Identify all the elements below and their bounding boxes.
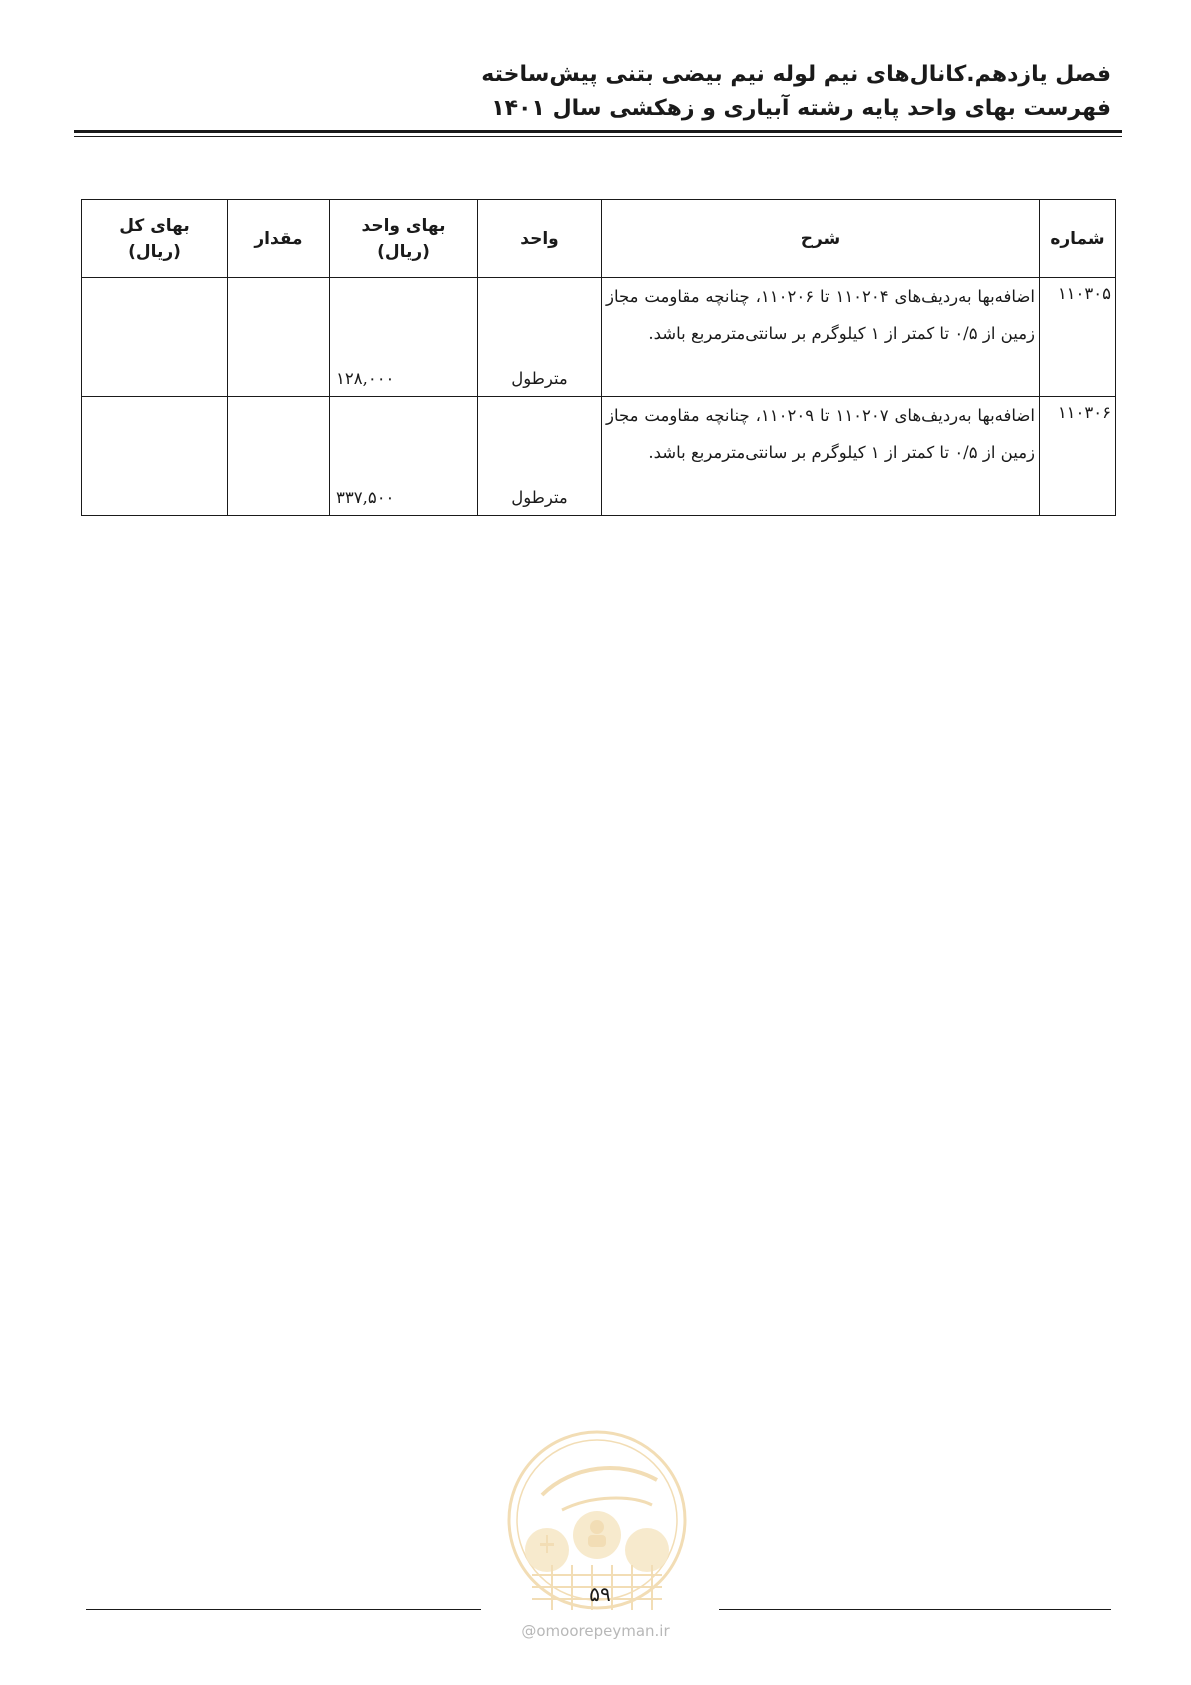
page-number: ۵۹ [589,1582,611,1606]
page-header [71,58,1111,126]
row-unit-price: ۳۳۷,۵۰۰ [330,397,478,516]
column-header-unit: واحد [478,200,602,278]
row-quantity [228,397,330,516]
footer-rule-right [719,1609,1111,1610]
footer-rule-left [86,1609,481,1610]
chapter-title: فصل یازدهم.کانال‌های نیم لوله نیم بیضی بتنی پیش‌ساخته [481,62,1111,87]
table-row [82,278,1116,397]
column-header-quantity: مقدار [228,200,330,278]
table-header-row [82,200,1116,278]
book-title: فهرست بهای واحد پایه رشته آبیاری و زهکشی سال ۱۴۰۱ [491,96,1111,121]
unit-price-header-label: بهای واحد [361,215,446,236]
site-url: @omoorepeyman.ir [521,1622,670,1640]
row-total-price [82,397,228,516]
row-unit: مترطول [478,397,602,516]
column-header-description: شرح [602,200,1040,278]
row-code: ۱۱۰۳۰۶ [1040,397,1116,516]
header-rule-thick [74,130,1122,133]
row-total-price [82,278,228,397]
header-rule-thin [74,136,1122,137]
row-description: اضافه‌بها به‌ردیف‌های ۱۱۰۲۰۴ تا ۱۱۰۲۰۶، چنانچه مقاومت مجاز زمین از ۰/۵ تا کمتر از ۱ کیلوگرم بر سانتی‌مترمربع باشد. [602,278,1040,397]
column-header-unit-price [330,200,478,278]
row-unit: مترطول [478,278,602,397]
price-table [81,199,1116,516]
row-quantity [228,278,330,397]
row-code: ۱۱۰۳۰۵ [1040,278,1116,397]
table-row [82,397,1116,516]
row-unit-price: ۱۲۸,۰۰۰ [330,278,478,397]
unit-price-header-currency: (ریال) [377,241,430,262]
row-description: اضافه‌بها به‌ردیف‌های ۱۱۰۲۰۷ تا ۱۱۰۲۰۹، چنانچه مقاومت مجاز زمین از ۰/۵ تا کمتر از ۱ کیلوگرم بر سانتی‌مترمربع باشد. [602,397,1040,516]
column-header-total-price: بهای کل (ریال) [82,200,228,278]
column-header-code: شماره [1040,200,1116,278]
